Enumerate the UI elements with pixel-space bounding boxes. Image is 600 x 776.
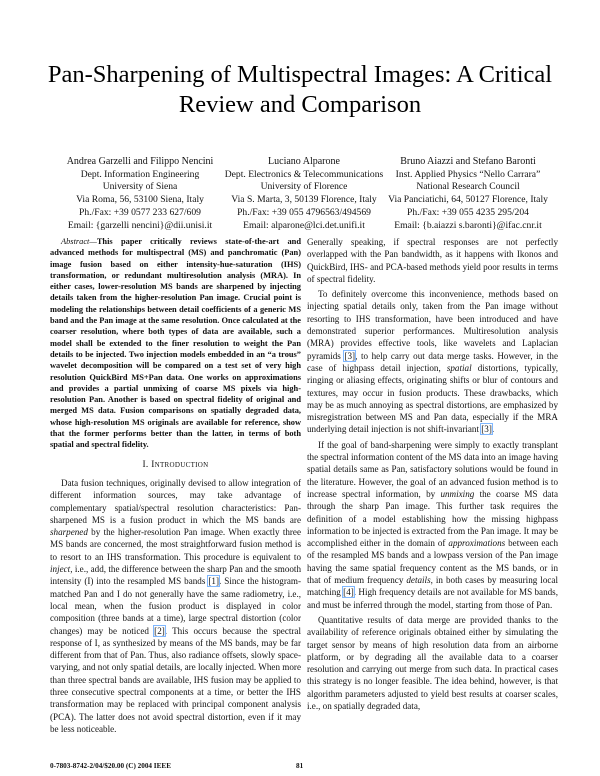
paper-title: Pan-Sharpening of Multispectral Images: A Critical Review and Comparison xyxy=(47,61,553,118)
citation-link[interactable]: [3] xyxy=(481,424,492,435)
author-address: Via S. Marta, 3, 50139 Florence, Italy xyxy=(231,194,377,206)
author-institution: University of Siena xyxy=(102,181,178,193)
author-phone: Ph./Fax: +39 055 4796563/494569 xyxy=(237,206,371,218)
emphasis: inject xyxy=(50,564,71,575)
text-run: . Since the histogram-matched Pan and I do not generally have the same radiometry, i.e., local mean, when the fusion product is displayed in color composition (three bands at a time), large spectral distortion (color changes) may be noticed xyxy=(50,576,302,636)
text-run: Data fusion techniques, originally devised to allow integration of different information sources, may take advantage of complementary spatial/spectral resolution characteristics: Pan-sharpened MS is a fusion product in which the MS bands are xyxy=(50,477,301,525)
citation-link[interactable]: [3] xyxy=(344,350,356,361)
citation-link[interactable]: [1] xyxy=(208,576,220,587)
author-phone: Ph./Fax: +39 055 4235 295/204 xyxy=(407,206,529,218)
author-affiliation-cnr xyxy=(378,156,558,232)
emphasis: unmixing xyxy=(440,488,475,499)
emphasis: approximations xyxy=(448,538,506,549)
author-email: Email: {b.aiazzi s.baronti}@ifac.cnr.it xyxy=(394,219,542,231)
citation-link[interactable]: [4] xyxy=(343,587,354,598)
right-column xyxy=(307,236,558,712)
text-run: , i.e., add, the difference between the sharp Pan and the smooth intensity (I) into the resampled MS bands xyxy=(50,564,301,587)
author-institution: National Research Council xyxy=(416,181,520,193)
author-affiliation-siena xyxy=(50,156,230,232)
text-run: . xyxy=(491,424,495,435)
author-affiliation-florence xyxy=(214,156,394,232)
text-run: , in both cases by measuring local matching xyxy=(307,575,558,598)
text-run: distortions, typically, ringing or aliasing effects, originating shifts or blur of contours and textures, may occur in fusion products. These drawbacks, which may be as much annoying as spectral distortions, are emphasized by misregistration between MS and Pan data, especially if the MRA underlying detail injection is not shift-invariant xyxy=(307,362,558,435)
section-heading-introduction: I. Introduction xyxy=(142,459,209,470)
text-run: To definitely overcome this inconvenience, methods based on injecting spatial details only, taken from the Pan image without resorting to IHS transformation, have been introduced and have demonstrated superior performances. Multiresolution analysis (MRA) provides effective tools, like wavelets and Laplacian pyramids xyxy=(307,289,558,361)
author-dept: Inst. Applied Physics “Nello Carrara” xyxy=(395,168,541,180)
right-paragraph-3 xyxy=(307,439,558,611)
author-dept: Dept. Information Engineering xyxy=(80,168,200,180)
text-run: between each of the resampled MS bands and a lowpass version of the Pan image having the same spatial frequency content as the MS bands, or in that of medium frequency xyxy=(307,538,559,586)
author-names: Luciano Alparone xyxy=(268,156,340,167)
author-email: Email: alparone@lci.det.unifi.it xyxy=(243,219,365,231)
citation-link[interactable]: [2] xyxy=(154,625,165,636)
author-dept: Dept. Electronics & Telecommunications xyxy=(224,168,384,180)
footer-copyright: 0-7803-8742-2/04/$20.00 (C) 2004 IEEE xyxy=(50,762,171,770)
author-email: Email: {garzelli nencini}@dii.unisi.it xyxy=(67,219,213,231)
text-run: If the goal of band-sharpening were simply to exactly transplant the spectral information content of the MS data into an image having spatial details same as Pan, satisfactory solutions would be found in the literature. However, the goal of an advanced fusion method is to increase spectral information, by xyxy=(307,439,558,499)
left-column xyxy=(50,236,301,735)
emphasis: details xyxy=(406,575,431,586)
author-address: Via Roma, 56, 53100 Siena, Italy xyxy=(76,194,204,206)
author-institution: University of Florence xyxy=(260,181,348,193)
abstract-lead: Abstract— xyxy=(61,237,97,246)
abstract xyxy=(50,236,301,451)
text-run: . High frequency details are not available for MS bands, and must be inferred through the model, starting from those of Pan. xyxy=(307,587,558,610)
footer-page-number: 81 xyxy=(296,762,304,770)
intro-paragraph-1 xyxy=(50,477,301,735)
author-phone: Ph./Fax: +39 0577 233 627/609 xyxy=(79,206,201,218)
author-address: Via Panciatichi, 64, 50127 Florence, Italy xyxy=(388,194,548,206)
right-paragraph-2 xyxy=(307,288,558,436)
text-run: the coarse MS data through the sharp Pan image. This further task requires the definition of a model establishing how the missing highpass information to be injected is extracted from the Pan image. It may be accomplished either in the domain of xyxy=(307,488,558,549)
emphasis: sharpened xyxy=(50,527,88,538)
author-names: Bruno Aiazzi and Stefano Baronti xyxy=(400,156,536,167)
emphasis: spatial xyxy=(446,362,472,373)
text-run: , to help carry out data merge tasks. However, in the case of highpass detail injection, xyxy=(307,350,558,373)
text-run: . This occurs because the spectral response of I, as synthesized by means of the MS bands, may be far different from that of Pan. Thus, also radiance offsets, slowly space-varying, and not only spatial details, are locally injected. When more than three spectral bands are available, IHS fusion may be applied to three consecutive spectral components at a time, or better the IHS transformation may be replaced with principal component analysis (PCA). The latter does not avoid spectral distortion, even if it may be less noticeable. xyxy=(50,625,302,734)
text-run: by the higher-resolution Pan image. When exactly three MS bands are concerned, the most straightforward fusion method is to resort to an IHS transformation. This procedure is equivalent to xyxy=(50,527,301,562)
right-paragraph-1: Generally speaking, if spectral responses are not perfectly overlapped with the Pan bandwidth, as it happens with Ikonos and QuickBird, IHS- and PCA-based methods yield poor results in terms of spectral fidelity. xyxy=(307,237,558,284)
right-paragraph-4: Quantitative results of data merge are provided thanks to the availability of reference originals obtained either by simulating the target sensor by means of high resolution data from an airborne platform, or by degrading all the available data to a coarser resolution and carrying out merge from such data. In practical cases this strategy is no longer feasible. The idea behind, however, is that algorithm parameters adjusted to yield best results at coarser scales, i.e., on spatially degraded data, xyxy=(307,614,558,711)
abstract-text: This paper critically reviews state-of-the-art and advanced methods for multispectral (MS) and panchromatic (Pan) image fusion based on either intensity-hue-saturation (IHS) transformation, or redundant multiresolution analysis (MRA). In either cases, lower-resolution MS bands are sharpened by injecting details taken from the higher-resolution Pan image. Crucial point is modeling the relationships between detail coefficients of a generic MS band and the Pan image at the same resolution. Once calculated at the coarser resolution, where both types of data are available, such a model shall be extended to the finer resolution to weight the Pan details to be injected. Two injection models embedded in an “a trous” wavelet decomposition will be compared on a test set of very high resolution QuickBird MS+Pan data. One works on approximations and provides a partial unmixing of coarse MS pixels via high-resolution Pan. Another is based on spectral fidelity of original and merged MS data. Fusion comparisons on spatially degraded data, whose high-resolution MS originals are available for reference, show that the former performs better than the latter, in terms of both spatial and spectral fidelity. xyxy=(50,237,301,450)
author-names: Andrea Garzelli and Filippo Nencini xyxy=(66,156,214,167)
